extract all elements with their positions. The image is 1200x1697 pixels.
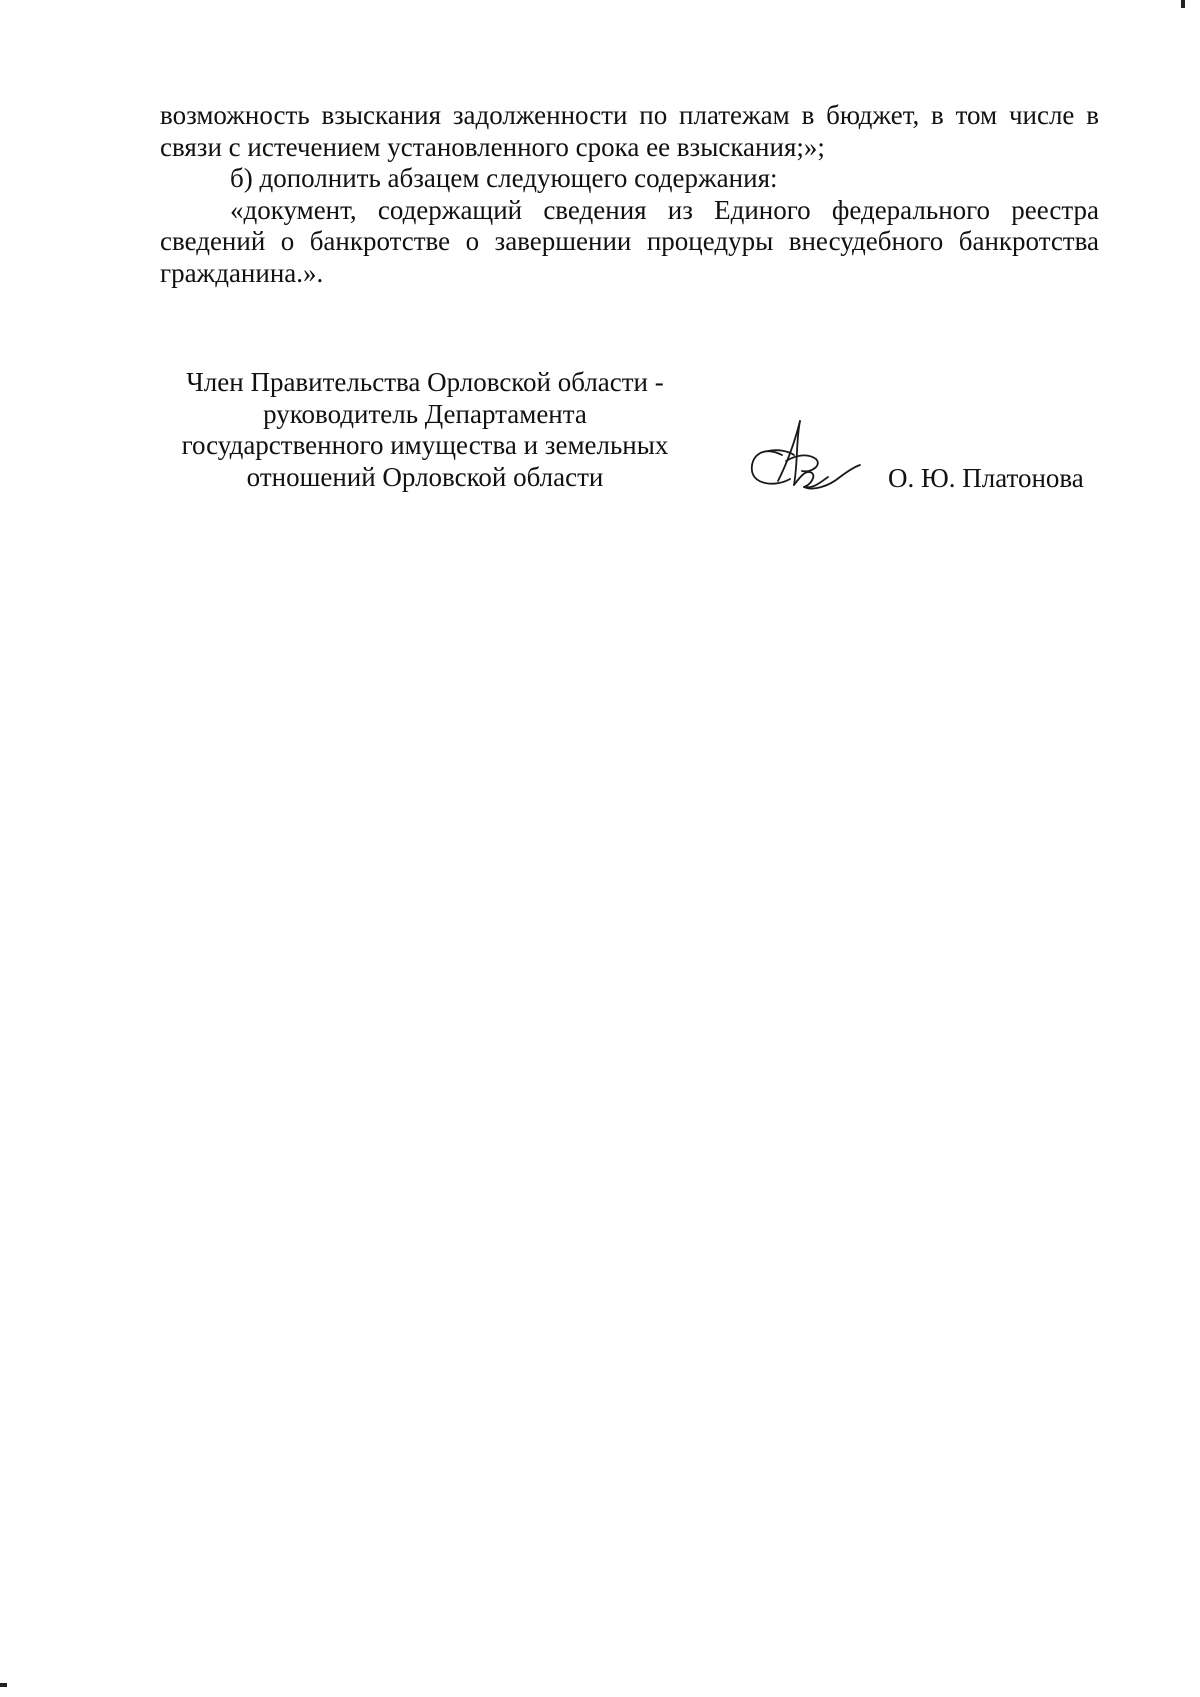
position-line: государственного имущества и земельных (181, 430, 669, 460)
position-line: руководитель Департамента (263, 398, 587, 429)
signer-name: О. Ю. Платонова (888, 463, 1084, 493)
paragraph-continuation: возможность взыскания задолженности по платежам в бюджет, в том числе в связи с истечением установленного срока ее взыскания;»; (160, 100, 1099, 162)
scan-edge-mark-bottom (0, 1683, 7, 1687)
position-line: Член Правительства Орловской области - (186, 367, 664, 397)
paragraph-amendment-b: б) дополнить абзацем следующего содержания: (230, 163, 778, 193)
position-line: отношений Орловской области (246, 461, 604, 492)
handwritten-signature-icon (742, 415, 862, 495)
paragraph-amendment-text: «документ, содержащий сведения из Единого федерального реестра сведений о банкротстве о завершении процедуры внесудебного банкротства гражданина.». (160, 194, 1099, 288)
signature-block (160, 367, 1099, 507)
document-body (160, 100, 1099, 289)
scan-edge-mark-top (1181, 0, 1185, 8)
signatory-position (160, 367, 690, 493)
